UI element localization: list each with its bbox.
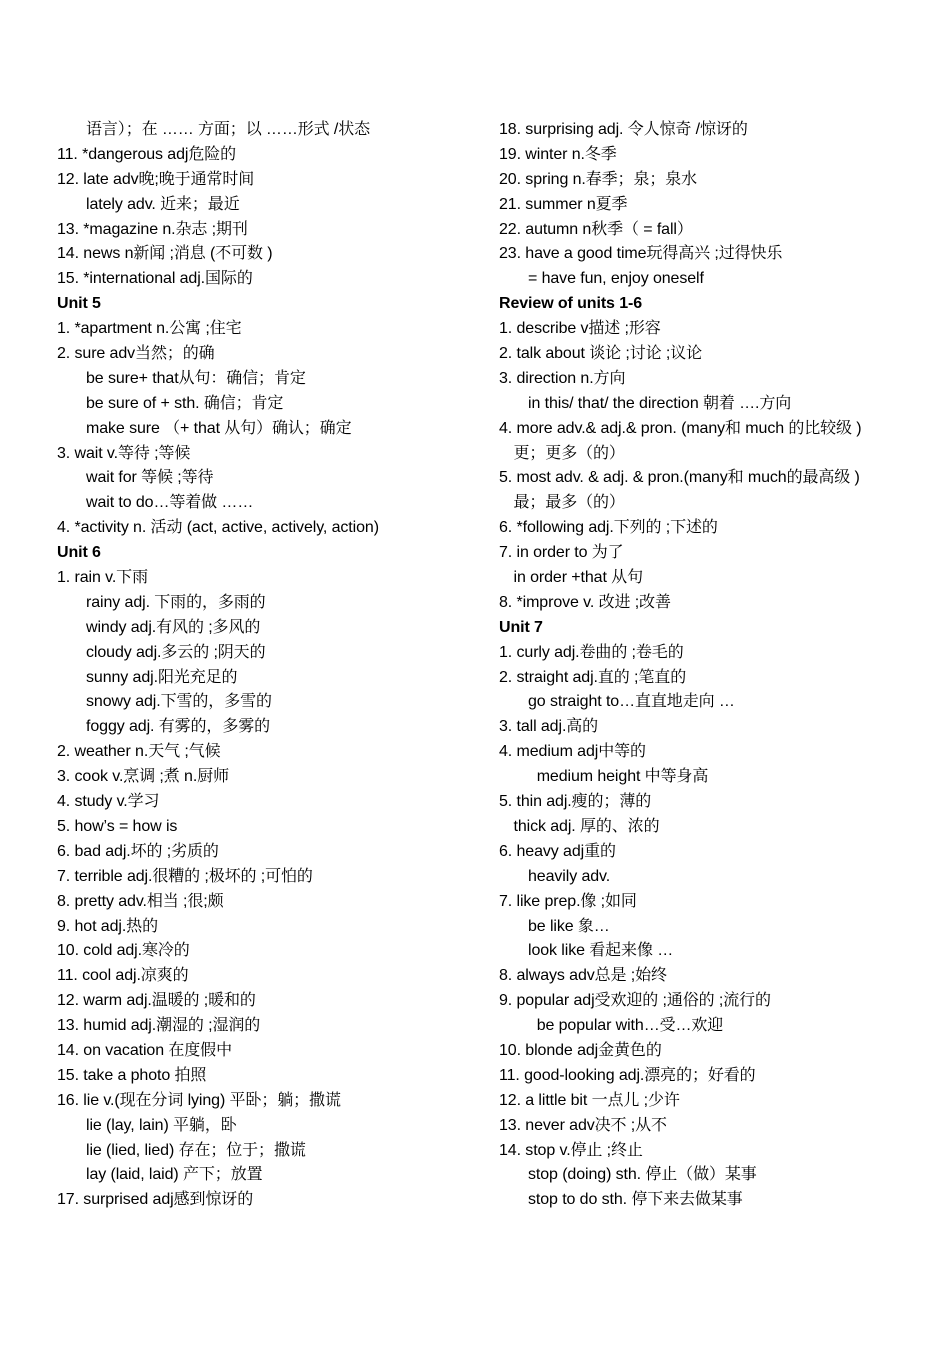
vocab-line: 14. news n新闻 ;消息 (不可数 ) <box>57 245 273 263</box>
vocab-line: be popular with…受…欢迎 <box>536 1017 724 1035</box>
vocab-line: 4. study v.学习 <box>57 793 160 811</box>
vocab-line: be sure of + sth. 确信；肯定 <box>86 394 284 412</box>
vocab-line: 10. blonde adj金黄色的 <box>499 1041 662 1059</box>
vocab-line: 14. stop v.停止 ;终止 <box>499 1141 643 1159</box>
right-column <box>499 118 929 1213</box>
vocab-line: 8. pretty adv.相当 ;很;颇 <box>57 892 224 910</box>
vocab-line: 5. thin adj.瘦的；薄的 <box>499 793 652 811</box>
vocab-line: 2. talk about 谈论 ;讨论 ;议论 <box>499 345 702 363</box>
vocab-line: lay (laid, laid) 产下；放置 <box>86 1166 263 1184</box>
vocab-line: 7. terrible adj.很糟的 ;极坏的 ;可怕的 <box>57 867 313 885</box>
vocab-line: 1. describe v描述 ;形容 <box>499 320 661 338</box>
vocab-line: 9. popular adj受欢迎的 ;通俗的 ;流行的 <box>499 992 771 1010</box>
vocab-line: 2. sure adv当然；的确 <box>57 345 215 363</box>
vocab-line: 3. wait v.等待 ;等候 <box>57 444 191 462</box>
vocab-line: wait for 等候 ;等待 <box>86 469 214 487</box>
vocab-line: 语言）；在 …… 方面；以 ……形式 /状态 <box>86 121 371 138</box>
vocab-line: 17. surprised adj感到惊讶的 <box>57 1191 254 1209</box>
vocab-line: 3. tall adj.高的 <box>499 718 599 736</box>
left-column <box>57 118 477 1213</box>
vocab-line: 13. *magazine n.杂志 ;期刊 <box>57 220 248 238</box>
vocab-line: 22. autumn n秋季（ = fall） <box>499 220 693 238</box>
vocab-line: 1. rain v.下雨 <box>57 569 148 587</box>
vocab-line: 16. lie v.(现在分词 lying) 平卧；躺；撒谎 <box>57 1091 341 1109</box>
vocab-line: 8. always adv总是 ;始终 <box>499 967 667 985</box>
vocab-line: 6. *following adj.下列的 ;下述的 <box>499 519 718 537</box>
vocab-line: 13. humid adj.潮湿的 ;湿润的 <box>57 1017 261 1035</box>
vocab-line: 18. surprising adj. 令人惊奇 /惊讶的 <box>499 121 748 138</box>
vocab-line: 12. warm adj.温暖的 ;暖和的 <box>57 992 256 1010</box>
vocab-line: 9. hot adj.热的 <box>57 917 158 935</box>
section-heading: Unit 6 <box>57 544 101 562</box>
vocab-line: heavily adv. <box>528 867 611 885</box>
vocab-line: 1. *apartment n.公寓 ;住宅 <box>57 320 242 338</box>
vocab-line: be sure+ that从句：确信；肯定 <box>86 369 306 387</box>
vocab-line: windy adj.有风的 ;多风的 <box>86 618 261 636</box>
vocab-line: make sure （+ that 从句）确认；确定 <box>86 419 352 437</box>
vocab-line: lately adv. 近来；最近 <box>86 195 240 213</box>
vocab-line: 20. spring n.春季；泉；泉水 <box>499 170 698 188</box>
vocab-line: 5. most adv. & adj. & pron.(many和 much的最高级 ) <box>499 469 860 487</box>
vocab-line: 11. good-looking adj.漂亮的；好看的 <box>499 1066 756 1084</box>
vocab-line: 4. *activity n. 活动 (act, active, actively, action) <box>57 519 379 537</box>
vocab-line: medium height 中等身高 <box>536 768 709 786</box>
vocab-line: 23. have a good time玩得高兴 ;过得快乐 <box>499 245 783 263</box>
vocab-line: 最；最多（的） <box>513 494 625 512</box>
vocab-line: go straight to…直直地走向 … <box>528 693 735 711</box>
vocab-line: 12. a little bit 一点儿 ;少许 <box>499 1091 680 1109</box>
vocab-line: 3. direction n.方向 <box>499 369 626 387</box>
vocab-line: 21. summer n夏季 <box>499 195 628 213</box>
vocab-line: 11. *dangerous adj危险的 <box>57 145 237 163</box>
vocab-line: lie (lay, lain) 平躺，卧 <box>86 1116 237 1134</box>
vocab-line: 5. how’s = how is <box>57 817 178 835</box>
vocab-line: 2. straight adj.直的 ;笔直的 <box>499 668 687 686</box>
vocab-line: stop (doing) sth. 停止（做）某事 <box>528 1166 757 1184</box>
vocab-line: 10. cold adj.寒冷的 <box>57 942 190 960</box>
vocab-line: in order +that 从句 <box>513 569 643 587</box>
vocab-line: be like 象… <box>528 917 610 935</box>
vocab-line: 4. medium adj中等的 <box>499 743 646 761</box>
vocab-line: lie (lied, lied) 存在；位于；撒谎 <box>86 1141 306 1159</box>
vocab-line: look like 看起来像 … <box>528 942 674 960</box>
vocab-line: rainy adj. 下雨的，多雨的 <box>86 593 266 611</box>
vocab-line: 3. cook v.烹调 ;煮 n.厨师 <box>57 768 229 786</box>
vocab-line: 更；更多（的） <box>513 444 625 462</box>
vocab-line: in this/ that/ the direction 朝着 ….方向 <box>528 394 792 412</box>
vocab-line: stop to do sth. 停下来去做某事 <box>528 1191 743 1209</box>
vocab-line: 7. like prep.像 ;如同 <box>499 892 637 910</box>
vocab-line: 11. cool adj.凉爽的 <box>57 967 189 985</box>
vocab-line: snowy adj.下雪的，多雪的 <box>86 693 272 711</box>
vocab-line: cloudy adj.多云的 ;阴天的 <box>86 643 266 661</box>
vocab-line: 15. *international adj.国际的 <box>57 270 253 288</box>
section-heading: Review of units 1-6 <box>499 295 643 313</box>
vocab-line: 6. heavy adj重的 <box>499 842 616 860</box>
vocab-line: foggy adj. 有雾的，多雾的 <box>86 718 271 736</box>
vocab-line: 12. late adv晚;晚于通常时间 <box>57 170 255 188</box>
vocab-line: 15. take a photo 拍照 <box>57 1066 207 1084</box>
vocab-line: 19. winter n.冬季 <box>499 145 617 163</box>
vocab-line: = have fun, enjoy oneself <box>528 270 704 288</box>
vocab-line: thick adj. 厚的、浓的 <box>513 817 660 835</box>
section-heading: Unit 7 <box>499 618 543 636</box>
vocab-line: 2. weather n.天气 ;气候 <box>57 743 221 761</box>
vocab-line: 6. bad adj.坏的 ;劣质的 <box>57 842 219 860</box>
vocab-line: 4. more adv.& adj.& pron. (many和 much 的比较级 ) <box>499 419 862 437</box>
section-heading: Unit 5 <box>57 295 101 313</box>
vocab-line: 7. in order to 为了 <box>499 544 624 562</box>
vocab-line: 14. on vacation 在度假中 <box>57 1041 232 1059</box>
vocab-line: 8. *improve v. 改进 ;改善 <box>499 593 671 611</box>
vocab-line: sunny adj.阳光充足的 <box>86 668 238 686</box>
vocab-line: wait to do…等着做 …… <box>86 494 254 512</box>
vocab-line: 1. curly adj.卷曲的 ;卷毛的 <box>499 643 684 661</box>
vocab-line: 13. never adv决不 ;从不 <box>499 1116 667 1134</box>
